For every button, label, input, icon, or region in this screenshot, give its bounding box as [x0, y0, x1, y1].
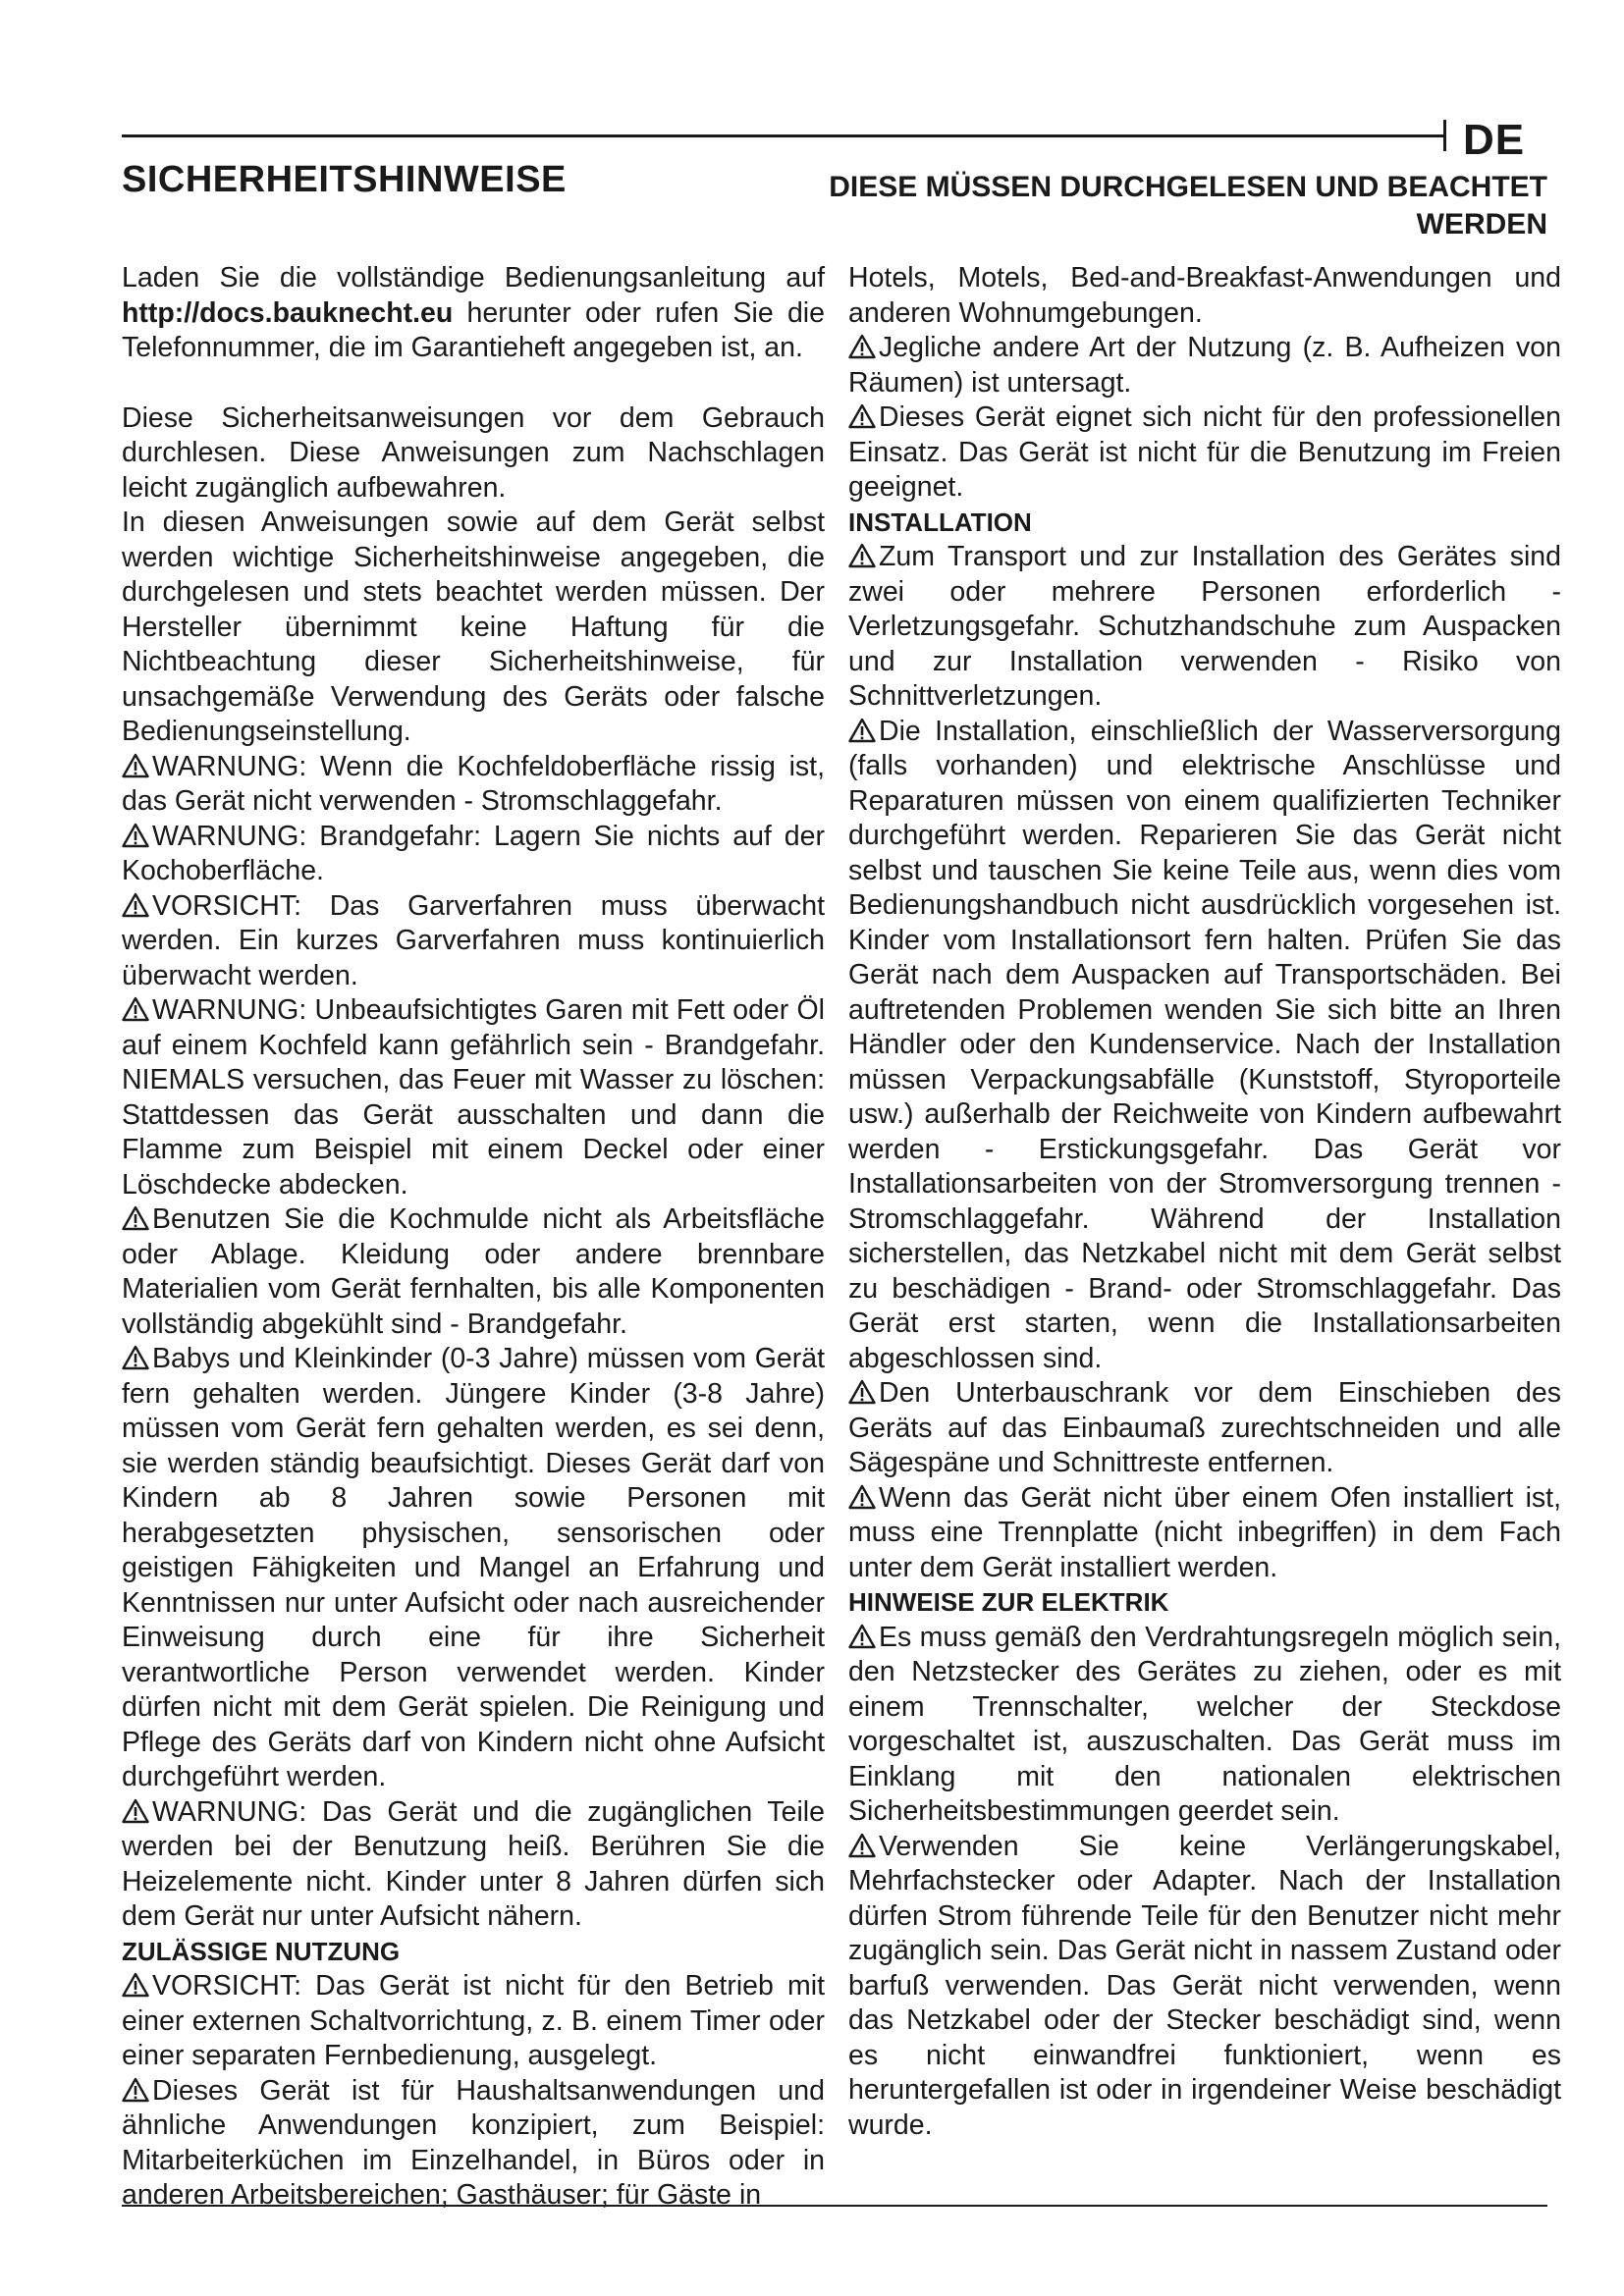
- note-oven: Wenn das Gerät nicht über einem Ofen installiert ist, muss eine Trennplatte (nicht inbegriffen) in dem Fach unter dem Gerät installiert werden.: [848, 1481, 1561, 1583]
- note-cabinet: Den Unterbauschrank vor dem Einschieben des Geräts auf das Einbaumaß zurechtschneiden und alle Sägespäne und Schnittreste entfernen.: [848, 1377, 1561, 1478]
- page-title: SICHERHEITSHINWEISE: [122, 159, 567, 200]
- note-household-use: Dieses Gerät ist für Haushaltsanwendungen und ähnliche Anwendungen konzipiert, zum Beispiel: Mitarbeiterküchen im Einzelhandel, in Büros oder in anderen Arbeitsbereichen; Gasthäuser; für Gäste in: [122, 2074, 825, 2211]
- page-subtitle: DIESE MÜSSEN DURCHGELESEN UND BEACHTET WERDEN: [829, 171, 1547, 240]
- read-instructions-paragraph: Diese Sicherheitsanweisungen vor dem Gebrauch durchlesen. Diese Anweisungen zum Nachschlagen leicht zugänglich aufbewahren.: [122, 401, 825, 504]
- warning-icon: [122, 823, 149, 848]
- warning-icon: [848, 718, 876, 743]
- note-children: Babys und Kleinkinder (0-3 Jahre) müssen vom Gerät fern gehalten werden. Jüngere Kinder (3-8 Jahre) müssen vom Gerät fern gehalten werden, es sei denn, sie werden ständig beaufsichtigt. Dieses Gerät darf von Kindern ab 8 Jahren sowie Personen mit herabgesetzten physischen, sensorischen oder geistigen Fähigkeiten und Mangel an Erfahrung und Kenntnissen nur unter Aufsicht oder nach ausreichender Einweisung durch eine für ihre Sicherheit verantwortliche Person verwendet werden. Kinder dürfen nicht mit dem Gerät spielen. Die Reinigung und Pflege des Geräts darf von Kindern nicht ohne Aufsicht durchgeführt werden.: [122, 1343, 825, 1792]
- warning-icon: [122, 892, 149, 918]
- warning-icon: [122, 753, 149, 778]
- left-column: [122, 261, 825, 2214]
- footer-rule: [122, 2205, 1547, 2207]
- note-worktop: Benutzen Sie die Kochmulde nicht als Arbeitsfläche oder Ablage. Kleidung oder andere brennbare Materialien vom Gerät fernhalten, bis alle Komponenten vollständig abgekühlt sind - Brandgefahr.: [122, 1203, 825, 1340]
- warning-icon: [122, 1972, 149, 1998]
- warning-icon: [848, 1484, 876, 1510]
- warning-icon: [848, 1379, 876, 1405]
- note-extension-cables: Verwenden Sie keine Verlängerungskabel, Mehrfachstecker oder Adapter. Nach der Installation dürfen Strom führende Teile für den Benutzer nicht mehr zugänglich sein. Das Gerät nicht in nassem Zustand oder barfuß verwenden. Das Gerät nicht verwenden, wenn das Netzkabel oder der Stecker beschädigt sind, wenn es nicht einwandfrei funktioniert, wenn es heruntergefallen ist oder in irgendeiner Weise beschädigt wurde.: [848, 1830, 1561, 2141]
- warning-icon: [848, 543, 876, 568]
- warning-icon: [848, 1624, 876, 1649]
- language-code: DE: [1463, 116, 1526, 164]
- note-transport: Zum Transport und zur Installation des Gerätes sind zwei oder mehrere Personen erforderlich - Verletzungsgefahr. Schutzhandschuhe zum Auspacken und zur Installation verwenden - Risiko von Schnittverletzungen.: [848, 541, 1561, 712]
- right-column: [848, 261, 1561, 2143]
- warning-cracked-surface: WARNUNG: Wenn die Kochfeldoberfläche rissig ist, das Gerät nicht verwenden - Stromschlaggefahr.: [122, 750, 825, 817]
- note-installation: Die Installation, einschließlich der Wasserversorgung (falls vorhanden) und elektrische Anschlüsse und Reparaturen müssen von einem qualifizierten Techniker durchgeführt werden. Reparieren Sie das Gerät nicht selbst und tauschen Sie keine Teile aus, wenn dies vom Bedienungshandbuch nicht ausdrücklich vorgesehen ist. Kinder vom Installationsort fern halten. Prüfen Sie das Gerät nach dem Auspacken auf Transportschäden. Bei auftretenden Problemen wenden Sie sich bitte an Ihren Händler oder den Kundenservice. Nach der Installation müssen Verpackungsabfälle (Kunststoff, Styroporteile usw.) außerhalb der Reichweite von Kindern aufbewahrt werden - Erstickungsgefahr. Das Gerät vor Installationsarbeiten von der Stromversorgung trennen - Stromschlaggefahr. Während der Installation sicherstellen, das Netzkabel nicht mit dem Gerät selbst zu beschädigen - Brand- oder Stromschlaggefahr. Das Gerät erst starten, wenn die Installationsarbeiten abgeschlossen sind.: [848, 715, 1561, 1374]
- heading-permitted-use: ZULÄSSIGE NUTZUNG: [122, 1936, 401, 1966]
- docs-link[interactable]: http://docs.bauknecht.eu: [122, 296, 454, 329]
- important-notes-paragraph: In diesen Anweisungen sowie auf dem Gerät selbst werden wichtige Sicherheitshinweise angegeben, die durchgelesen und stets beachtet werden müssen. Der Hersteller übernimmt keine Haftung für die Nichtbeachtung dieser Sicherheitshinweise, für unsachgemäße Verwendung des Geräts oder falsche Bedienungseinstellung.: [122, 507, 825, 747]
- household-continuation: Hotels, Motels, Bed-and-Breakfast-Anwendungen und anderen Wohnumgebungen.: [848, 262, 1561, 329]
- warning-icon: [122, 2077, 149, 2103]
- heading-electrical: HINWEISE ZUR ELEKTRIK: [848, 1587, 1169, 1617]
- warning-icon: [122, 1345, 149, 1370]
- warning-icon: [122, 1798, 149, 1824]
- warning-icon: [122, 1205, 149, 1231]
- warning-icon: [122, 996, 149, 1022]
- warning-icon: [848, 1833, 876, 1858]
- note-wiring: Es muss gemäß den Verdrahtungsregeln möglich sein, den Netzstecker des Gerätes zu ziehen, oder es mit einem Trennschalter, welcher der Steckdose vorgeschaltet ist, auszuschalten. Das Gerät muss im Einklang mit den nationalen elektrischen Sicherheitsbestimmungen geerdet sein.: [848, 1621, 1561, 1827]
- note-other-use: Jegliche andere Art der Nutzung (z. B. Aufheizen von Räumen) ist untersagt.: [848, 332, 1561, 399]
- warning-icon: [848, 403, 876, 429]
- warning-hot-parts: WARNUNG: Das Gerät und die zugänglichen Teile werden bei der Benutzung heiß. Berühren Sie die Heizelemente nicht. Kinder unter 8 Jahren dürfen sich dem Gerät nur unter Aufsicht nähern.: [122, 1795, 825, 1932]
- caution-supervise-cooking: VORSICHT: Das Garverfahren muss überwacht werden. Ein kurzes Garverfahren muss kontinuierlich überwacht werden.: [122, 889, 825, 991]
- caution-external-timer: VORSICHT: Das Gerät ist nicht für den Betrieb mit einer externen Schaltvorrichtung, z. B. einem Timer oder einer separaten Fernbedienung, ausgelegt.: [122, 1970, 825, 2071]
- header-rule-tick: [1443, 120, 1446, 151]
- warning-icon: [848, 334, 876, 359]
- heading-installation: INSTALLATION: [848, 507, 1032, 537]
- intro-paragraph: Laden Sie die vollständige Bedienungsanleitung auf http://docs.bauknecht.eu herunter oder rufen Sie die Telefonnummer, die im Garantieheft angegeben ist, an.: [122, 262, 825, 363]
- header-rule: [122, 134, 1443, 137]
- warning-fat-oil: WARNUNG: Unbeaufsichtigtes Garen mit Fett oder Öl auf einem Kochfeld kann gefährlich sein - Brandgefahr. NIEMALS versuchen, das Feuer mit Wasser zu löschen: Stattdessen das Gerät ausschalten und dann die Flamme zum Beispiel mit einem Deckel oder einer Löschdecke abdecken.: [122, 994, 825, 1201]
- warning-fire-storage: WARNUNG: Brandgefahr: Lagern Sie nichts auf der Kochoberfläche.: [122, 820, 825, 886]
- note-professional-use: Dieses Gerät eignet sich nicht für den professionellen Einsatz. Das Gerät ist nicht für die Benutzung im Freien geeignet.: [848, 401, 1561, 503]
